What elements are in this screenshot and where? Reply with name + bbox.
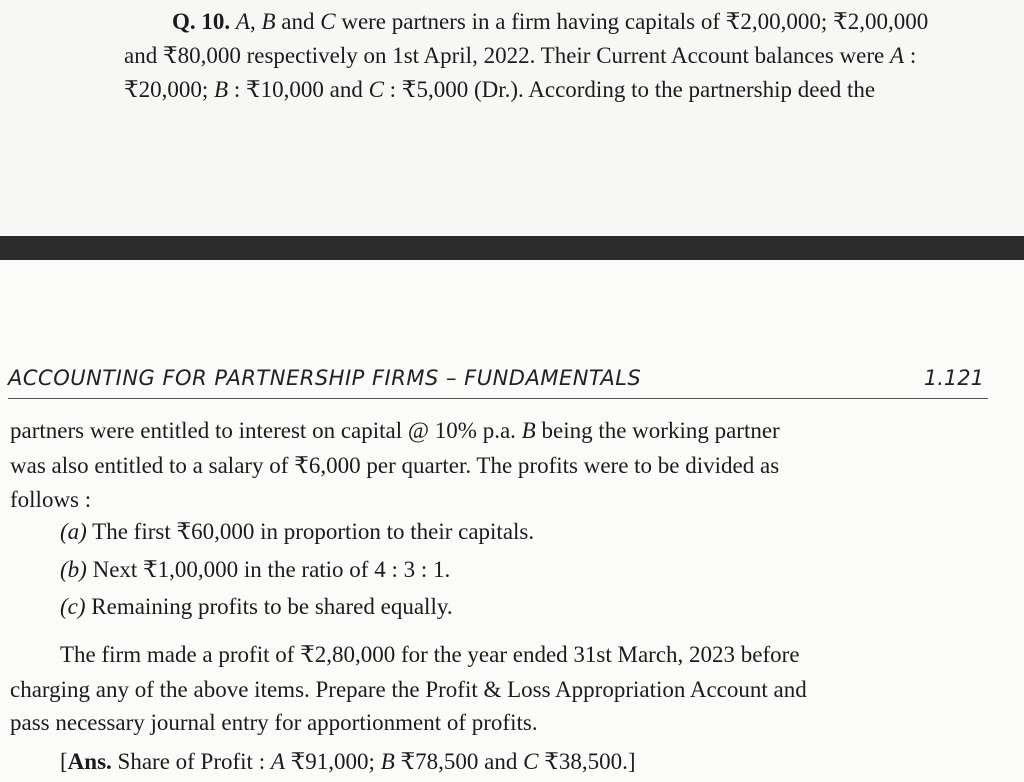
paragraph-line-3: pass necessary journal entry for apportionment of profits.: [10, 710, 538, 735]
body-line-1: partners were entitled to interest on capital @ 10% p.a. B being the working partner: [10, 418, 780, 443]
question-line-2: and ₹80,000 respectively on 1st April, 2022. Their Current Account balances were A :: [124, 43, 917, 68]
answer-line: [Ans. Share of Profit : A ₹91,000; B ₹78,500 and C ₹38,500.]: [60, 749, 636, 774]
question-line-1: Q. 10. A, B and C were partners in a firm having capitals of ₹2,00,000; ₹2,00,000: [172, 9, 929, 34]
list-marker: (a): [60, 519, 87, 544]
question-line-3: ₹20,000; B : ₹10,000 and C : ₹5,000 (Dr.). According to the partnership deed the: [124, 77, 876, 102]
body-line-2: was also entitled to a salary of ₹6,000 per quarter. The profits were to be divided as: [10, 453, 780, 478]
running-head: [8, 366, 988, 399]
list-item: (a) The first ₹60,000 in proportion to their capitals.: [60, 519, 535, 544]
list-item: (c) Remaining profits to be shared equally.: [60, 594, 453, 619]
paragraph-line-1: The firm made a profit of ₹2,80,000 for the year ended 31st March, 2023 before: [60, 642, 800, 667]
page-divider-band: [0, 236, 1024, 260]
list-item: (b) Next ₹1,00,000 in the ratio of 4 : 3 : 1.: [60, 557, 451, 582]
answer-label: Ans.: [67, 749, 112, 774]
list-marker: (b): [60, 557, 87, 582]
list-marker: (c): [60, 594, 86, 619]
question-number: Q. 10.: [172, 9, 231, 34]
page-number: 1.121: [923, 366, 984, 390]
chapter-title: ACCOUNTING FOR PARTNERSHIP FIRMS – FUNDAMENTALS: [8, 366, 642, 390]
paragraph-line-2: charging any of the above items. Prepare the Profit & Loss Appropriation Account and: [10, 677, 807, 702]
body-line-3: follows :: [10, 487, 92, 512]
